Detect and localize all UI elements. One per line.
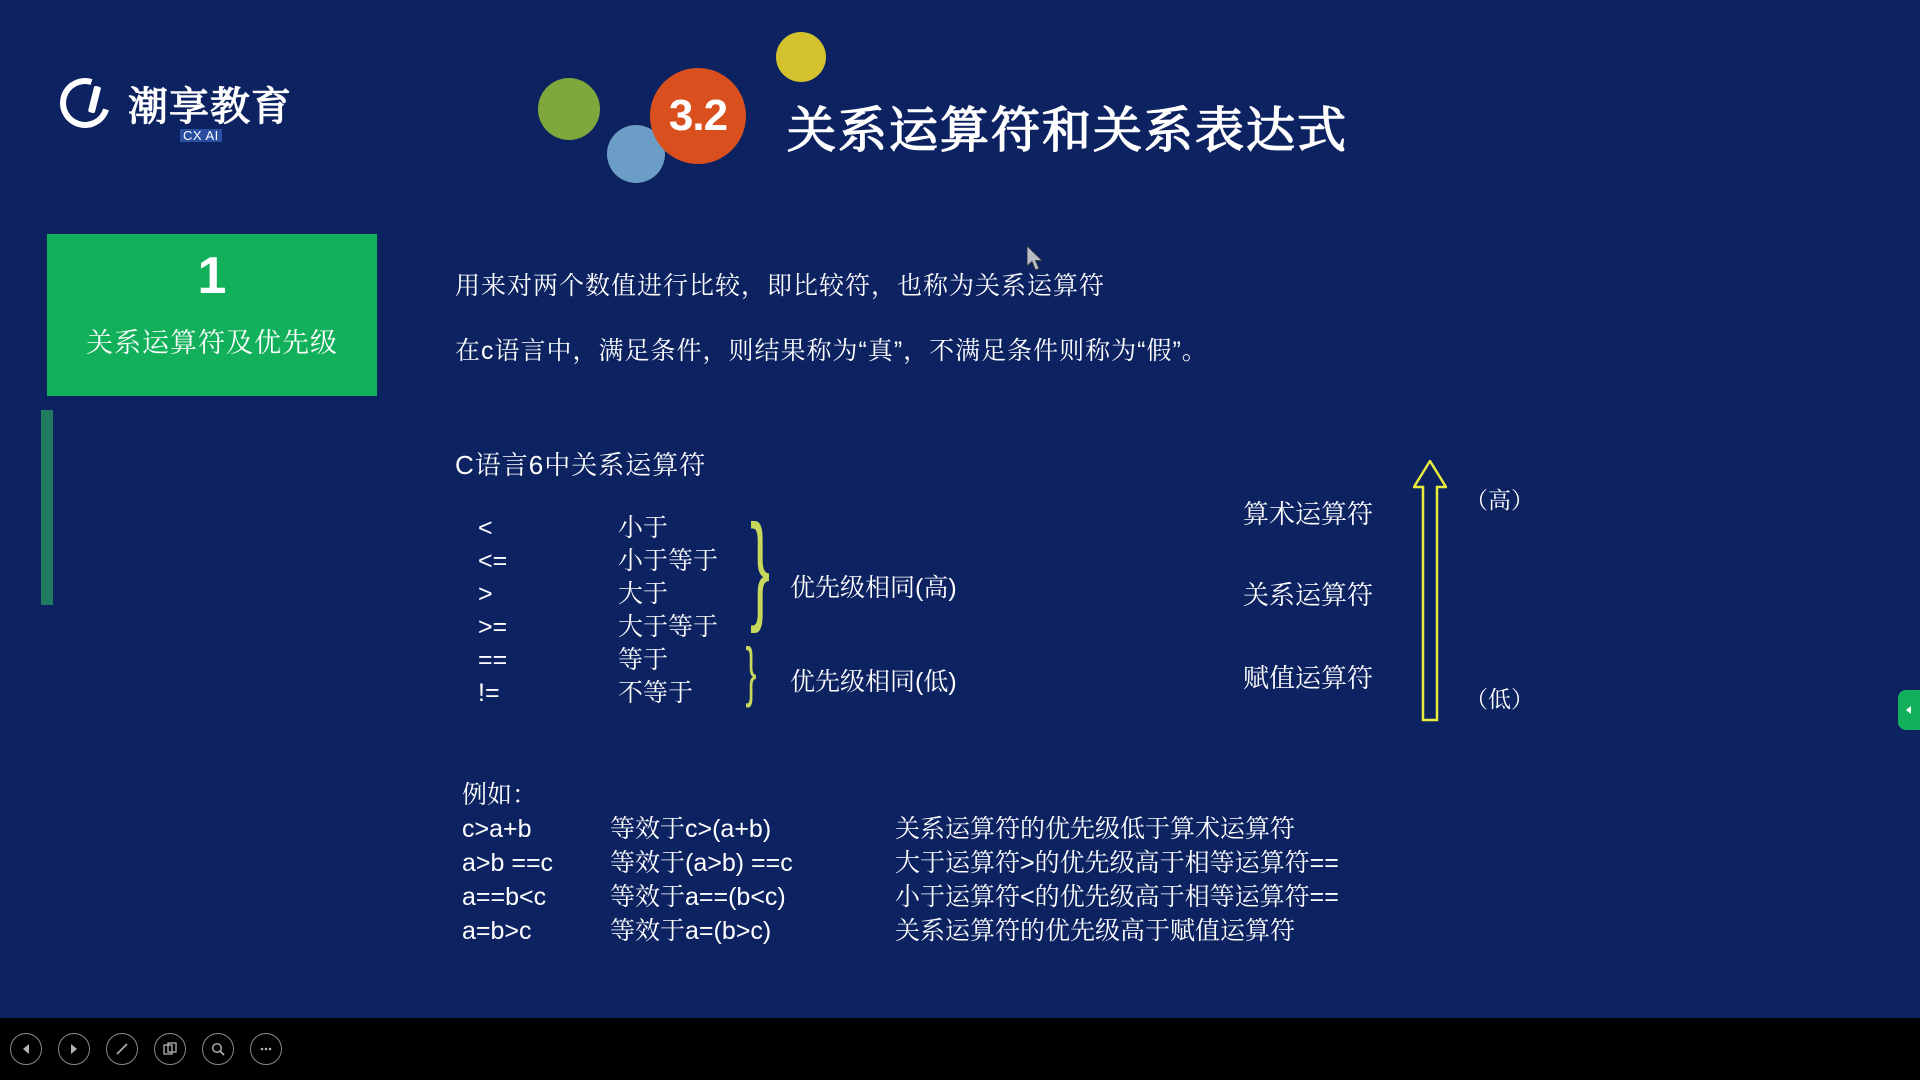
table-row (478, 611, 768, 644)
example-expression: c>a+b (462, 815, 532, 843)
logo-mark-icon (60, 78, 118, 136)
operator-name: 等于 (618, 646, 669, 674)
example-expression: a>b ==c (462, 849, 554, 877)
operators-subheading: C语言6中关系运算符 (455, 450, 707, 480)
operator-name: 不等于 (618, 679, 694, 707)
intro-paragraph-2: 在c语言中，满足条件，则结果称为“真”，不满足条件则称为“假”。 (455, 337, 1208, 365)
example-explanation: 大于运算符>的优先级高于相等运算符== (895, 849, 1339, 877)
priority-low-note: 优先级相同(低) (790, 668, 957, 696)
operator-name: 大于 (618, 580, 669, 608)
table-row (478, 644, 768, 677)
pen-button[interactable] (106, 1033, 138, 1065)
example-equivalent: 等效于a=(b>c) (610, 917, 772, 945)
operator-name: 小于 (618, 514, 669, 542)
example-explanation: 关系运算符的优先级低于算术运算符 (895, 815, 1296, 843)
next-slide-button[interactable] (58, 1033, 90, 1065)
section-accent-bar (41, 410, 53, 605)
section-number: 1 (197, 247, 227, 305)
page-title: 关系运算符和关系表达式 (787, 104, 1349, 158)
priority-high-note: 优先级相同(高) (790, 574, 957, 602)
logo-sub-label: CX AI (180, 129, 222, 142)
zoom-button[interactable] (202, 1033, 234, 1065)
pen-icon (114, 1041, 130, 1057)
copy-icon (162, 1041, 178, 1057)
brace-low-icon: } (745, 634, 757, 708)
operator-table (478, 512, 768, 710)
precedence-item-arithmetic: 算术运算符 (1243, 499, 1374, 529)
precedence-item-relational: 关系运算符 (1243, 580, 1374, 610)
examples-expressions-column (462, 812, 553, 948)
precedence-item-assignment: 赋值运算符 (1243, 663, 1374, 693)
operator-symbol: != (478, 679, 500, 707)
operator-symbol: < (478, 514, 493, 542)
example-explanation: 关系运算符的优先级高于赋值运算符 (895, 917, 1296, 945)
example-equivalent: 等效于c>(a+b) (610, 815, 772, 843)
operator-name: 小于等于 (618, 547, 719, 575)
example-equivalent: 等效于a==(b<c) (610, 883, 786, 911)
section-label: 关系运算符及优先级 (86, 328, 338, 359)
examples-explanation-column (895, 812, 1339, 948)
examples-equivalent-column (610, 812, 793, 948)
table-row (478, 578, 768, 611)
player-toolbar (0, 1018, 1920, 1080)
intro-paragraph-1: 用来对两个数值进行比较，即比较符，也称为关系运算符 (455, 272, 1106, 300)
side-panel-toggle[interactable] (1898, 690, 1920, 730)
operator-symbol: == (478, 646, 508, 674)
table-row (478, 545, 768, 578)
operator-symbol: >= (478, 613, 508, 641)
operator-symbol: <= (478, 547, 508, 575)
table-row (478, 512, 768, 545)
magnifier-icon (210, 1041, 226, 1057)
copy-button[interactable] (154, 1033, 186, 1065)
decor-circle-yellow-icon (776, 32, 826, 82)
more-button[interactable] (250, 1033, 282, 1065)
ellipsis-icon (258, 1041, 274, 1057)
operator-name: 大于等于 (618, 613, 719, 641)
play-forward-icon (67, 1042, 81, 1056)
precedence-high-label: （高） (1465, 487, 1534, 513)
precedence-arrow-icon (1413, 460, 1447, 722)
section-card (47, 234, 377, 396)
example-expression: a==b<c (462, 883, 547, 911)
precedence-low-label: （低） (1465, 686, 1534, 712)
examples-title: 例如： (462, 781, 538, 809)
logo-brand-label: 潮享教育 (128, 85, 292, 129)
brace-high-icon: } (750, 500, 771, 634)
example-explanation: 小于运算符<的优先级高于相等运算符== (895, 883, 1339, 911)
prev-slide-button[interactable] (10, 1033, 42, 1065)
operator-symbol: > (478, 580, 493, 608)
example-expression: a=b>c (462, 917, 532, 945)
chapter-number-badge (650, 68, 746, 164)
play-back-icon (19, 1042, 33, 1056)
brand-logo (60, 78, 292, 143)
logo-text (128, 85, 292, 143)
chapter-number-label: 3.2 (668, 91, 728, 140)
decor-circle-green-icon (538, 78, 600, 140)
table-row (478, 677, 768, 710)
example-equivalent: 等效于(a>b) ==c (610, 849, 793, 877)
